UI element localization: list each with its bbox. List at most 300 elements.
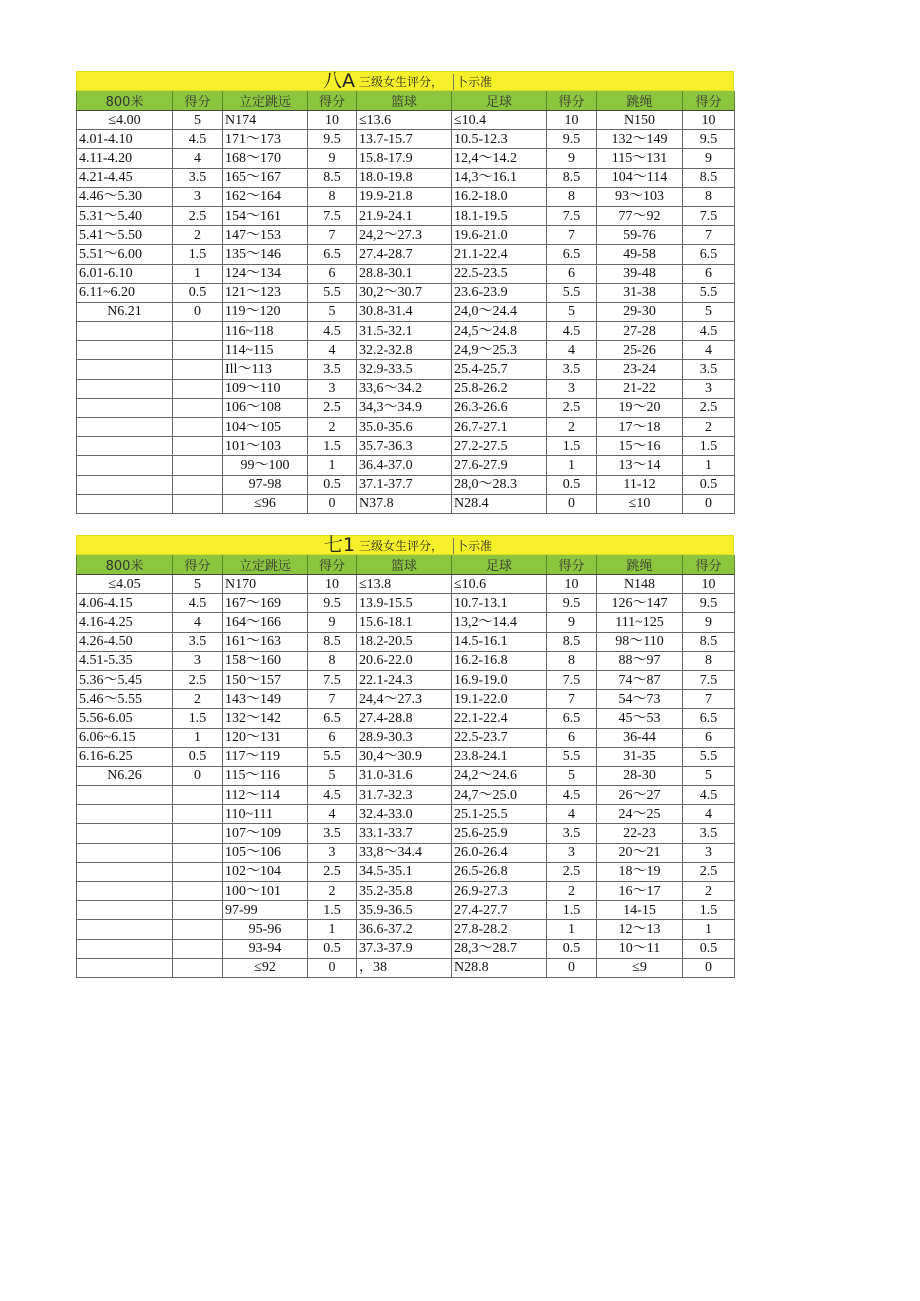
table-cell: 0 <box>547 494 597 513</box>
table-row <box>77 418 735 437</box>
table-title-bar <box>76 71 734 91</box>
table-cell: 5.41～5.50 <box>77 226 173 245</box>
table-cell: 1.5 <box>308 901 357 920</box>
table-cell <box>173 786 223 805</box>
table-cell: 37.3-37.9 <box>357 939 452 958</box>
table-cell: 10.7-13.1 <box>452 594 547 613</box>
table-row <box>77 456 735 475</box>
table-cell: 109～110 <box>223 379 308 398</box>
table-cell: Ill～113 <box>223 360 308 379</box>
table-row <box>77 302 735 321</box>
table-cell: 3.5 <box>547 824 597 843</box>
table-cell: 5.5 <box>683 283 735 302</box>
table-cell: 49-58 <box>597 245 683 264</box>
table-cell: 93-94 <box>223 939 308 958</box>
table-cell: 16.2-16.8 <box>452 651 547 670</box>
table-cell: 1 <box>547 920 597 939</box>
column-header: 得分 <box>173 91 223 111</box>
table-cell: 6.5 <box>308 709 357 728</box>
table-cell: 25.1-25.5 <box>452 805 547 824</box>
table-cell <box>173 475 223 494</box>
table-row <box>77 613 735 632</box>
table-cell: 3 <box>683 843 735 862</box>
table-cell: 1.5 <box>308 437 357 456</box>
table-cell: 4 <box>308 805 357 824</box>
column-header: 800米 <box>77 91 173 111</box>
table-cell: 0.5 <box>308 475 357 494</box>
table-cell: 36-44 <box>597 728 683 747</box>
table-cell: 6.5 <box>683 709 735 728</box>
table-cell: 101～103 <box>223 437 308 456</box>
table-cell: 10 <box>547 111 597 130</box>
table-cell: 31.7-32.3 <box>357 786 452 805</box>
table-cell: 104～105 <box>223 418 308 437</box>
table-cell: 32.2-32.8 <box>357 341 452 360</box>
table-cell: 5.46～5.55 <box>77 690 173 709</box>
table-cell: ≤92 <box>223 958 308 977</box>
table-cell: 8 <box>308 651 357 670</box>
table-cell: 22.5-23.7 <box>452 728 547 747</box>
table-cell: 33,8～34.4 <box>357 843 452 862</box>
table-cell: 25.4-25.7 <box>452 360 547 379</box>
table-cell: 28.8-30.1 <box>357 264 452 283</box>
table-cell: 6.06~6.15 <box>77 728 173 747</box>
table-cell <box>77 862 173 881</box>
table-cell: 12～13 <box>597 920 683 939</box>
table-cell: 26.5-26.8 <box>452 862 547 881</box>
table-cell: 36.4-37.0 <box>357 456 452 475</box>
table-cell: 124～134 <box>223 264 308 283</box>
table-cell: 7.5 <box>308 206 357 225</box>
table-row <box>77 651 735 670</box>
table-cell: 27.2-27.5 <box>452 437 547 456</box>
table-cell: 9.5 <box>308 594 357 613</box>
header-row <box>77 91 735 111</box>
table-cell: 34,3～34.9 <box>357 398 452 417</box>
score-grid <box>76 91 735 514</box>
table-row <box>77 901 735 920</box>
table-cell: 7 <box>308 690 357 709</box>
table-cell: 1.5 <box>547 437 597 456</box>
table-cell: 97-98 <box>223 475 308 494</box>
table-cell: 171～173 <box>223 130 308 149</box>
table-cell: 30,2～30.7 <box>357 283 452 302</box>
table-cell: 9 <box>683 149 735 168</box>
table-cell: 20.6-22.0 <box>357 651 452 670</box>
table-cell: 0.5 <box>173 283 223 302</box>
table-cell: 5.5 <box>547 747 597 766</box>
table-cell: 19～20 <box>597 398 683 417</box>
table-cell: 29-30 <box>597 302 683 321</box>
table-cell: 4.46～5.30 <box>77 187 173 206</box>
table-cell: 161～163 <box>223 632 308 651</box>
table-row <box>77 805 735 824</box>
table-cell: 110~111 <box>223 805 308 824</box>
table-cell: 2 <box>173 690 223 709</box>
table-cell: 107～109 <box>223 824 308 843</box>
table-cell: 5.56-6.05 <box>77 709 173 728</box>
table-cell: 13～14 <box>597 456 683 475</box>
table-cell: 31-35 <box>597 747 683 766</box>
table-cell: 4.06-4.15 <box>77 594 173 613</box>
table-row <box>77 187 735 206</box>
column-header: 得分 <box>173 555 223 575</box>
table-cell: 0 <box>173 766 223 785</box>
table-cell <box>77 437 173 456</box>
table-cell: 132～142 <box>223 709 308 728</box>
table-cell: 14.5-16.1 <box>452 632 547 651</box>
table-cell: 6 <box>683 728 735 747</box>
table-cell: 4.5 <box>547 322 597 341</box>
table-cell: 9.5 <box>547 594 597 613</box>
table-cell: 9.5 <box>683 594 735 613</box>
table-cell: 126～147 <box>597 594 683 613</box>
table-cell: 119～120 <box>223 302 308 321</box>
table-cell: 150～157 <box>223 670 308 689</box>
table-cell: 4.5 <box>173 594 223 613</box>
table-row <box>77 264 735 283</box>
table-cell: 18.2-20.5 <box>357 632 452 651</box>
table-cell: 3 <box>173 651 223 670</box>
table-cell <box>77 494 173 513</box>
table-cell <box>173 901 223 920</box>
table-cell: 3.5 <box>547 360 597 379</box>
table-cell <box>173 843 223 862</box>
table-cell <box>173 824 223 843</box>
column-header: 800米 <box>77 555 173 575</box>
table-cell: 135～146 <box>223 245 308 264</box>
table-cell: 0 <box>547 958 597 977</box>
table-row <box>77 475 735 494</box>
table-cell: 121～123 <box>223 283 308 302</box>
table-cell: 31.0-31.6 <box>357 766 452 785</box>
table-cell: 6.11~6.20 <box>77 283 173 302</box>
table-cell: 143～149 <box>223 690 308 709</box>
table-cell: 5 <box>547 302 597 321</box>
table-cell: 5 <box>683 766 735 785</box>
table-cell: 5 <box>308 302 357 321</box>
table-cell: 95-96 <box>223 920 308 939</box>
table-cell <box>77 475 173 494</box>
table-cell: 23.6-23.9 <box>452 283 547 302</box>
table-cell: 3.5 <box>173 632 223 651</box>
table-cell: 3 <box>308 379 357 398</box>
table-cell: 1 <box>683 920 735 939</box>
table-cell: 154～161 <box>223 206 308 225</box>
table-cell: 24,9～25.3 <box>452 341 547 360</box>
table-row <box>77 360 735 379</box>
table-row <box>77 958 735 977</box>
table-cell: 31.5-32.1 <box>357 322 452 341</box>
table-cell: 2 <box>547 418 597 437</box>
table-cell: 3 <box>547 379 597 398</box>
table-cell: 104～114 <box>597 168 683 187</box>
table-cell: 97-99 <box>223 901 308 920</box>
table-title-bar <box>76 535 734 555</box>
table-cell: 105～106 <box>223 843 308 862</box>
table-cell: 14-15 <box>597 901 683 920</box>
table-cell: 106～108 <box>223 398 308 417</box>
table-cell: 7.5 <box>547 206 597 225</box>
table-cell: 6.01-6.10 <box>77 264 173 283</box>
table-cell: 6 <box>547 264 597 283</box>
table-cell: 98～110 <box>597 632 683 651</box>
table-cell: N150 <box>597 111 683 130</box>
table-cell: 28-30 <box>597 766 683 785</box>
table-cell: N148 <box>597 575 683 594</box>
table-cell: 1 <box>173 264 223 283</box>
table-cell: 22-23 <box>597 824 683 843</box>
table-cell: 93～103 <box>597 187 683 206</box>
table-cell: 1 <box>547 456 597 475</box>
column-header: 得分 <box>547 555 597 575</box>
table-cell: 2 <box>173 226 223 245</box>
table-cell: 147～153 <box>223 226 308 245</box>
table-cell: 132～149 <box>597 130 683 149</box>
table-row <box>77 747 735 766</box>
table-cell: 19.9-21.8 <box>357 187 452 206</box>
table-cell: 4.01-4.10 <box>77 130 173 149</box>
table-cell: 1 <box>173 728 223 747</box>
table-cell: 9.5 <box>308 130 357 149</box>
table-cell: 1.5 <box>547 901 597 920</box>
table-cell <box>173 398 223 417</box>
table-cell: 4.51-5.35 <box>77 651 173 670</box>
table-row <box>77 322 735 341</box>
table-cell: 31-38 <box>597 283 683 302</box>
table-cell: 3 <box>308 843 357 862</box>
table-cell: 7.5 <box>547 670 597 689</box>
table-cell: 16.9-19.0 <box>452 670 547 689</box>
table-cell: 168～170 <box>223 149 308 168</box>
table-row <box>77 111 735 130</box>
table-cell: 7.5 <box>683 206 735 225</box>
table-cell: 162～164 <box>223 187 308 206</box>
table-cell: 4.5 <box>683 322 735 341</box>
table-cell <box>173 958 223 977</box>
table-row <box>77 728 735 747</box>
table-row <box>77 594 735 613</box>
table-cell: 2 <box>547 882 597 901</box>
table-cell: 10.5-12.3 <box>452 130 547 149</box>
table-cell: ≤4.00 <box>77 111 173 130</box>
table-cell: 5 <box>173 575 223 594</box>
table-cell <box>173 862 223 881</box>
table-cell: 24,5～24.8 <box>452 322 547 341</box>
score-grid <box>76 555 735 978</box>
table-cell: 1 <box>308 456 357 475</box>
table-row <box>77 843 735 862</box>
table-cell: 4.11-4.20 <box>77 149 173 168</box>
table-cell: 3.5 <box>308 824 357 843</box>
table-cell: 10 <box>683 575 735 594</box>
table-cell: ，38 <box>357 958 452 977</box>
table-cell: 0.5 <box>173 747 223 766</box>
table-cell: 4 <box>173 149 223 168</box>
table-cell: 4.5 <box>308 322 357 341</box>
table-cell: 0 <box>308 958 357 977</box>
table-cell: 22.5-23.5 <box>452 264 547 283</box>
table-cell: 100～101 <box>223 882 308 901</box>
table-cell <box>77 322 173 341</box>
table-cell: 10 <box>547 575 597 594</box>
table-cell: 36.6-37.2 <box>357 920 452 939</box>
table-cell: 30,4～30.9 <box>357 747 452 766</box>
table-cell: 2.5 <box>683 862 735 881</box>
table-cell <box>77 939 173 958</box>
table-cell: 5 <box>683 302 735 321</box>
table-cell <box>77 920 173 939</box>
table-row <box>77 130 735 149</box>
column-header: 篮球 <box>357 555 452 575</box>
table-cell: 27.4-28.8 <box>357 709 452 728</box>
table-cell <box>173 805 223 824</box>
table-cell: 32.4-33.0 <box>357 805 452 824</box>
table-cell: 20～21 <box>597 843 683 862</box>
table-cell: 4 <box>547 341 597 360</box>
table-cell <box>173 939 223 958</box>
table-row <box>77 398 735 417</box>
column-header: 得分 <box>683 555 735 575</box>
table-cell: 74～87 <box>597 670 683 689</box>
table-cell: 25-26 <box>597 341 683 360</box>
table-cell: 23.8-24.1 <box>452 747 547 766</box>
table-cell: 24,2～27.3 <box>357 226 452 245</box>
table-cell <box>77 843 173 862</box>
table-row <box>77 939 735 958</box>
table-cell: 13.9-15.5 <box>357 594 452 613</box>
table-cell <box>77 786 173 805</box>
table-body <box>77 111 735 514</box>
table-cell: N174 <box>223 111 308 130</box>
table-cell: 27-28 <box>597 322 683 341</box>
table-cell: 16.2-18.0 <box>452 187 547 206</box>
table-cell <box>77 824 173 843</box>
table-cell: 1.5 <box>683 901 735 920</box>
table-cell: 6.5 <box>547 709 597 728</box>
table-cell: 5 <box>308 766 357 785</box>
table-row <box>77 226 735 245</box>
table-cell: 8.5 <box>308 632 357 651</box>
table-cell: 9.5 <box>547 130 597 149</box>
table-cell: 0.5 <box>547 939 597 958</box>
table-cell: 35.9-36.5 <box>357 901 452 920</box>
table-cell: 4.5 <box>308 786 357 805</box>
table-row <box>77 168 735 187</box>
table-row <box>77 632 735 651</box>
table-row <box>77 341 735 360</box>
table-cell: 0.5 <box>547 475 597 494</box>
table-row <box>77 786 735 805</box>
table-cell: 22.1-22.4 <box>452 709 547 728</box>
title-prefix: 七1 <box>323 534 355 556</box>
table-cell: 0 <box>173 302 223 321</box>
table-cell: 35.0-35.6 <box>357 418 452 437</box>
table-cell: 4 <box>173 613 223 632</box>
table-cell: 15～16 <box>597 437 683 456</box>
table-cell: 8.5 <box>547 168 597 187</box>
table-cell: 25.6-25.9 <box>452 824 547 843</box>
column-header: 篮球 <box>357 91 452 111</box>
table-row <box>77 862 735 881</box>
table-cell: 19.1-22.0 <box>452 690 547 709</box>
table-cell <box>173 341 223 360</box>
table-cell <box>77 360 173 379</box>
table-cell: 1 <box>308 920 357 939</box>
table-cell: 33.1-33.7 <box>357 824 452 843</box>
table-cell <box>173 379 223 398</box>
table-cell: 102～104 <box>223 862 308 881</box>
table-cell: 3.5 <box>683 360 735 379</box>
table-cell <box>173 360 223 379</box>
table-cell: 39-48 <box>597 264 683 283</box>
score-table-1 <box>76 71 734 514</box>
title-suffix: 卜示准 <box>453 74 492 90</box>
header-row <box>77 555 735 575</box>
table-cell: 2.5 <box>308 398 357 417</box>
table-cell: 9.5 <box>683 130 735 149</box>
table-cell: 117～119 <box>223 747 308 766</box>
column-header: 跳绳 <box>597 555 683 575</box>
table-cell: 158～160 <box>223 651 308 670</box>
table-cell: 1 <box>683 456 735 475</box>
table-cell: 13,2～14.4 <box>452 613 547 632</box>
table-cell <box>77 805 173 824</box>
table-cell: 8.5 <box>683 632 735 651</box>
table-cell: 6 <box>547 728 597 747</box>
table-cell: 4 <box>683 341 735 360</box>
table-cell: 28,0～28.3 <box>452 475 547 494</box>
table-cell: 6.16-6.25 <box>77 747 173 766</box>
table-cell: 3.5 <box>308 360 357 379</box>
table-cell: 18.1-19.5 <box>452 206 547 225</box>
table-cell: 0.5 <box>683 939 735 958</box>
table-cell: 9 <box>308 149 357 168</box>
table-cell: 10 <box>308 575 357 594</box>
table-cell: 115～131 <box>597 149 683 168</box>
table-cell: 167～169 <box>223 594 308 613</box>
table-cell <box>77 379 173 398</box>
table-cell: 4.5 <box>173 130 223 149</box>
table-cell: 4 <box>547 805 597 824</box>
table-cell: 99～100 <box>223 456 308 475</box>
table-cell: 2.5 <box>547 398 597 417</box>
table-cell: 9 <box>547 149 597 168</box>
table-cell <box>173 494 223 513</box>
table-row <box>77 245 735 264</box>
table-cell: 27.4-28.7 <box>357 245 452 264</box>
table-row <box>77 882 735 901</box>
table-cell: 6 <box>308 264 357 283</box>
table-cell: 10～11 <box>597 939 683 958</box>
table-cell: 8.5 <box>308 168 357 187</box>
table-cell: 35.7-36.3 <box>357 437 452 456</box>
table-cell: 27.6-27.9 <box>452 456 547 475</box>
table-row <box>77 709 735 728</box>
table-row <box>77 283 735 302</box>
table-cell: 11-12 <box>597 475 683 494</box>
column-header: 跳绳 <box>597 91 683 111</box>
table-cell: ≤9 <box>597 958 683 977</box>
title-text: 三级女生评分， <box>359 539 444 553</box>
table-cell: 7 <box>308 226 357 245</box>
table-cell: 4.21-4.45 <box>77 168 173 187</box>
column-header: 立定跳远 <box>223 91 308 111</box>
table-cell: 3.5 <box>683 824 735 843</box>
column-header: 得分 <box>308 91 357 111</box>
table-cell: 26.7-27.1 <box>452 418 547 437</box>
table-cell: 120～131 <box>223 728 308 747</box>
